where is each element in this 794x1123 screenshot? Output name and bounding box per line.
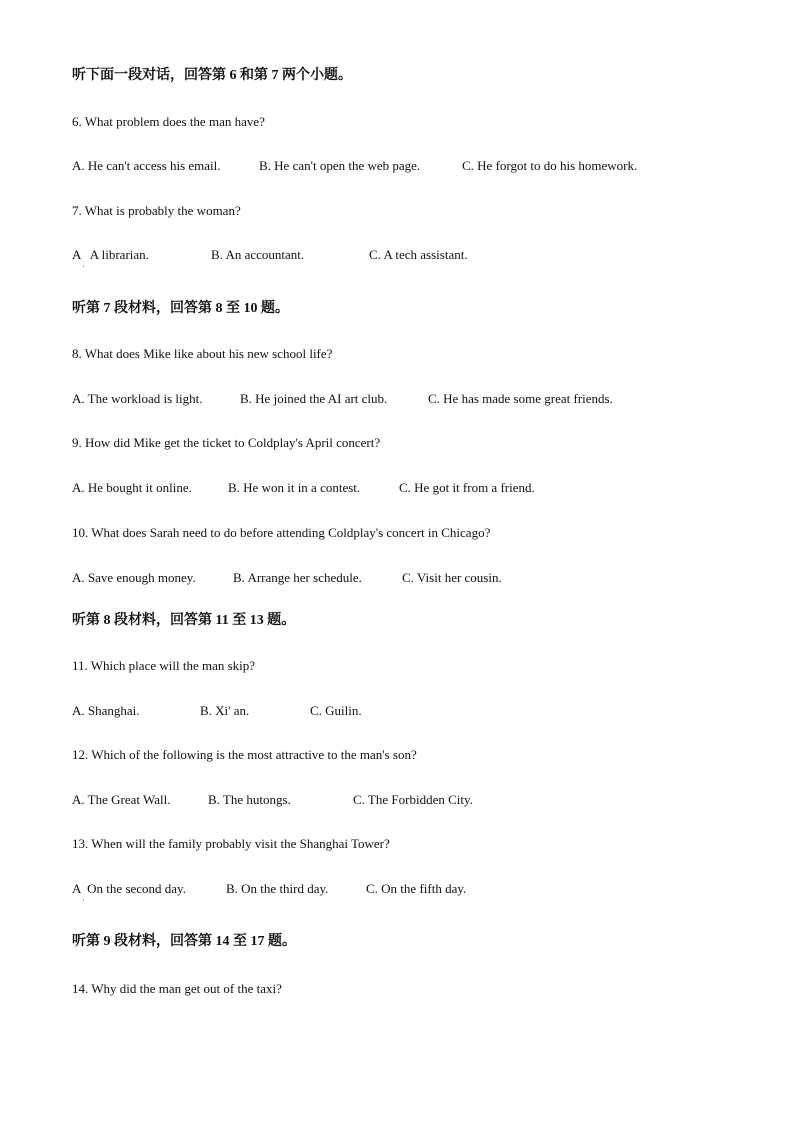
option-13b: B. On the third day. xyxy=(226,881,329,896)
option-10b: B. Arrange her schedule. xyxy=(233,570,362,585)
option-12c: C. The Forbidden City. xyxy=(353,792,473,807)
option-12b: B. The hutongs. xyxy=(208,792,291,807)
option-11a: A. Shanghai. xyxy=(72,703,140,718)
stray-dot-mark: · xyxy=(82,262,85,271)
question-12: 12. Which of the following is the most attractive to the man's son? xyxy=(72,747,417,762)
option-7c: C. A tech assistant. xyxy=(369,247,468,262)
option-13c: C. On the fifth day. xyxy=(366,881,467,896)
option-7b: B. An accountant. xyxy=(211,247,305,262)
section-heading: 听第 8 段材料，回答第 11 至 13 题。 xyxy=(72,613,296,628)
option-6a: A. He can't access his email. xyxy=(72,158,221,173)
option-11b: B. Xi' an. xyxy=(200,703,250,718)
question-11: 11. Which place will the man skip? xyxy=(72,658,256,673)
option-8c: C. He has made some great friends. xyxy=(428,391,613,406)
option-6c: C. He forgot to do his homework. xyxy=(462,158,638,173)
option-9a: A. He bought it online. xyxy=(72,480,192,495)
question-10: 10. What does Sarah need to do before attending Coldplay's concert in Chicago? xyxy=(72,525,491,540)
question-7: 7. What is probably the woman? xyxy=(72,203,241,218)
option-9c: C. He got it from a friend. xyxy=(399,480,535,495)
question-13: 13. When will the family probably visit the Shanghai Tower? xyxy=(72,836,390,851)
option-8b: B. He joined the AI art club. xyxy=(240,391,388,406)
section-heading: 听下面一段对话，回答第 6 和第 7 两个小题。 xyxy=(72,68,352,83)
option-8a: A. The workload is light. xyxy=(72,391,203,406)
question-14: 14. Why did the man get out of the taxi? xyxy=(72,981,282,996)
option-12a: A. The Great Wall. xyxy=(72,792,171,807)
question-8: 8. What does Mike like about his new school life? xyxy=(72,346,333,361)
option-13a: A On the second day. xyxy=(72,881,186,896)
question-6: 6. What problem does the man have? xyxy=(72,114,265,129)
section-heading: 听第 7 段材料，回答第 8 至 10 题。 xyxy=(72,301,289,316)
option-11c: C. Guilin. xyxy=(310,703,362,718)
option-10c: C. Visit her cousin. xyxy=(402,570,502,585)
section-heading: 听第 9 段材料，回答第 14 至 17 题。 xyxy=(72,934,296,949)
question-9: 9. How did Mike get the ticket to Coldplay's April concert? xyxy=(72,435,381,450)
option-7a: A A librarian. xyxy=(72,247,149,262)
option-10a: A. Save enough money. xyxy=(72,570,196,585)
option-6b: B. He can't open the web page. xyxy=(259,158,421,173)
stray-dot-mark: · xyxy=(82,896,85,905)
option-9b: B. He won it in a contest. xyxy=(228,480,361,495)
